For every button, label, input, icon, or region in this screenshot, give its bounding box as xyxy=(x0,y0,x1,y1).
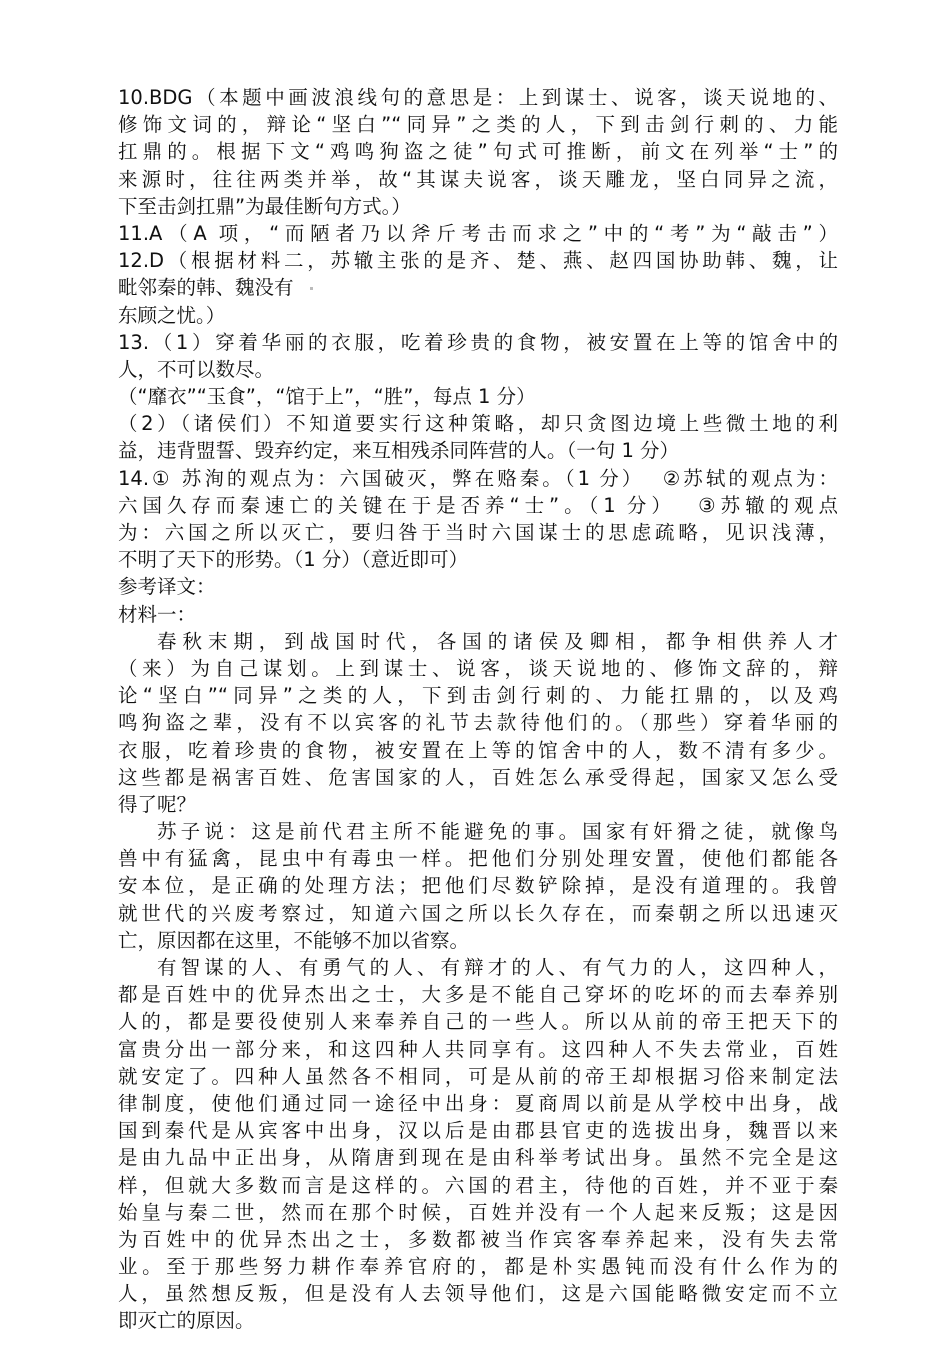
text-line xyxy=(118,655,838,682)
text-line-content: 为百姓中的优异杰出之士，多数都被当作宾客奉养起来，没有失去常 xyxy=(118,1227,838,1251)
text-line-content: 就安定了。四种人虽然各不相同，可是从前的帝王却根据习俗来制定法 xyxy=(118,1064,838,1088)
text-line-content: 不明了天下的形势。（1 分）（意近即可） xyxy=(118,548,469,572)
text-line xyxy=(118,1008,838,1035)
text-line-content: 13.（1）穿着华丽的衣服，吃着珍贵的食物，被安置在上等的馆舍中的 xyxy=(118,330,838,354)
text-line-content: 人，不可以数尽。 xyxy=(118,357,275,381)
text-line-content: 东顾之忧。） xyxy=(118,303,226,327)
text-line-content: 安本位，是正确的处理方法；把他们尽数铲除掉，是没有道理的。我曾 xyxy=(118,874,838,898)
text-line xyxy=(118,1144,838,1171)
text-line-content: 10.BDG（本题中画波浪线句的意思是：上到谋士、说客，谈天说地的、 xyxy=(118,86,838,109)
text-line-content: 亡，原因都在这里，不能够不加以省察。 xyxy=(118,928,470,952)
text-line-content: 就世代的兴废考察过，知道六国之所以长久存在，而秦朝之所以迅速灭 xyxy=(118,901,838,925)
text-line-content: 材料一： xyxy=(118,602,197,626)
text-line xyxy=(118,274,838,301)
text-line-content: 为：六国之所以灭亡，要归咎于当时六国谋士的思虑疏略，见识浅薄， xyxy=(118,521,838,544)
text-line-content: 样，但就大多数而言是这样的。六国的君主，待他的百姓，并不亚于秦 xyxy=(118,1173,838,1197)
text-line xyxy=(118,872,838,899)
text-line-content: 12.D（根据材料二，苏辙主张的是齐、楚、燕、赵四国协助韩、魏，让 xyxy=(118,249,838,273)
text-line-content: 鸣狗盗之辈，没有不以宾客的礼节去款待他们的。（那些）穿着华丽的 xyxy=(118,711,838,735)
text-line-content: 下至击剑扛鼎”为最佳断句方式。） xyxy=(118,194,411,218)
text-line-content: 兽中有猛禽，昆虫中有毒虫一样。把他们分别处理安置，使他们都能各 xyxy=(118,847,838,871)
text-line xyxy=(118,1226,838,1253)
text-line xyxy=(118,410,838,437)
text-line-content: 人的，都是要役使别人来奉养自己的一些人。所以从前的帝王把天下的 xyxy=(118,1010,838,1034)
text-line xyxy=(118,356,838,383)
text-line-content: 即灭亡的原因。 xyxy=(118,1309,255,1333)
text-line-content: 苏子说：这是前代君主所不能避免的事。国家有奸猾之徒，就像鸟 xyxy=(157,820,838,844)
text-line xyxy=(118,437,838,464)
text-line xyxy=(118,764,838,791)
text-line-content: 富贵分出一部分来，和这四种人共同享有。这四种人不失去常业，百姓 xyxy=(118,1037,838,1061)
text-line xyxy=(118,1172,838,1199)
text-line-content: 六国久存而秦速亡的关键在于是否养“士”。（1 分） ③苏辙的观点 xyxy=(118,493,838,517)
text-line xyxy=(118,329,838,356)
text-line xyxy=(118,682,838,709)
text-line-content: 论“坚白”“同异”之类的人，下到击剑行刺的、力能扛鼎的，以及鸡 xyxy=(118,684,838,708)
text-line xyxy=(118,247,838,274)
text-line xyxy=(118,519,838,546)
text-line xyxy=(118,302,838,329)
text-line xyxy=(118,1253,838,1280)
text-line xyxy=(118,1199,838,1226)
text-line-content: 益，违背盟誓、毁弃约定，来互相残杀同阵营的人。（一句 1 分） xyxy=(118,439,680,463)
text-line xyxy=(118,465,838,492)
text-line-content: 有智谋的人、有勇气的人、有辩才的人、有气力的人，这四种人， xyxy=(157,956,838,979)
text-line-content: 修饰文词的，辩论“坚白”“同异”之类的人，下到击剑行刺的、力能 xyxy=(118,113,838,137)
text-line xyxy=(118,791,838,818)
text-line-content: 春秋末期，到战国时代，各国的诸侯及卿相，都争相供养人才 xyxy=(157,629,838,653)
text-line-content: 得了呢？ xyxy=(118,792,197,816)
text-line xyxy=(118,1063,838,1090)
text-line-content: 是由九品中正出身，从隋唐到现在是由科举考试出身。虽然不完全是这 xyxy=(118,1146,838,1170)
text-line xyxy=(118,220,838,247)
text-line xyxy=(118,166,838,193)
text-line-content: 都是百姓中的优异杰出之士，大多是不能自己穿坏的吃坏的而去奉养别 xyxy=(118,983,838,1007)
text-line xyxy=(118,1117,838,1144)
text-line xyxy=(118,84,838,111)
text-line xyxy=(118,737,838,764)
text-line xyxy=(118,845,838,872)
text-line-content: 国到秦代是从宾客中出身，汉以后是由郡县官吏的选拔出身，魏晋以来 xyxy=(118,1119,838,1143)
text-line xyxy=(118,954,838,981)
text-line xyxy=(118,1036,838,1063)
text-line xyxy=(118,111,838,138)
text-line xyxy=(118,818,838,845)
text-line xyxy=(118,383,838,410)
text-line-content: 扛鼎的。根据下文“鸡鸣狗盗之徒”句式可推断，前文在列举“士”的 xyxy=(118,140,838,164)
text-line-content: 参考译文： xyxy=(118,575,216,599)
text-line xyxy=(118,492,838,519)
document-body xyxy=(118,84,838,1335)
text-line xyxy=(118,573,838,600)
text-line xyxy=(118,709,838,736)
text-line xyxy=(118,546,838,573)
text-line xyxy=(118,981,838,1008)
text-line xyxy=(118,601,838,628)
text-line xyxy=(118,1280,838,1307)
text-line xyxy=(118,1090,838,1117)
text-line xyxy=(118,1307,838,1334)
text-line-content: 衣服，吃着珍贵的食物，被安置在上等的馆舍中的人，数不清有多少。 xyxy=(118,738,838,762)
text-line-content: 14.① 苏洵的观点为：六国破灭，弊在赂秦。（1 分） ②苏轼的观点为： xyxy=(118,466,838,490)
text-line-content: （来）为自己谋划。上到谋士、说客，谈天说地的、修饰文辞的，辩 xyxy=(118,656,838,680)
text-line-content: 人，虽然想反叛，但是没有人去领导他们，这是六国能略微安定而不立 xyxy=(118,1282,838,1306)
text-line-content: 业。至于那些努力耕作奉养官府的，都是朴实愚钝而没有什么作为的 xyxy=(118,1255,838,1279)
text-line-content: 来源时，往往两类并举，故“其谋夫说客，谈天雕龙，坚白同异之流， xyxy=(118,167,838,191)
text-line-content: （2）（诸侯们）不知道要实行这种策略，却只贪图边境上些微土地的利 xyxy=(118,412,838,436)
stray-mark xyxy=(310,287,313,290)
text-line-content: 始皇与秦二世，然而在那个时候，百姓并没有一个人起来反叛；这是因 xyxy=(118,1200,838,1224)
text-line-content: （“靡衣”“玉食”，“馆于上”，“胜”，每点 1 分） xyxy=(118,385,536,409)
text-line xyxy=(118,628,838,655)
text-line-content: 11.A（A 项，“而陋者乃以斧斤考击而求之”中的“考”为“敲击”） xyxy=(118,221,838,245)
text-line xyxy=(118,927,838,954)
text-line-content: 这些都是祸害百姓、危害国家的人，百姓怎么承受得起，国家又怎么受 xyxy=(118,765,838,789)
text-line xyxy=(118,900,838,927)
text-line xyxy=(118,193,838,220)
text-line-content: 毗邻秦的韩、魏没有 xyxy=(118,276,294,300)
text-line xyxy=(118,138,838,165)
text-line-content: 律制度，使他们通过同一途径中出身：夏商周以前是从学校中出身，战 xyxy=(118,1091,838,1115)
